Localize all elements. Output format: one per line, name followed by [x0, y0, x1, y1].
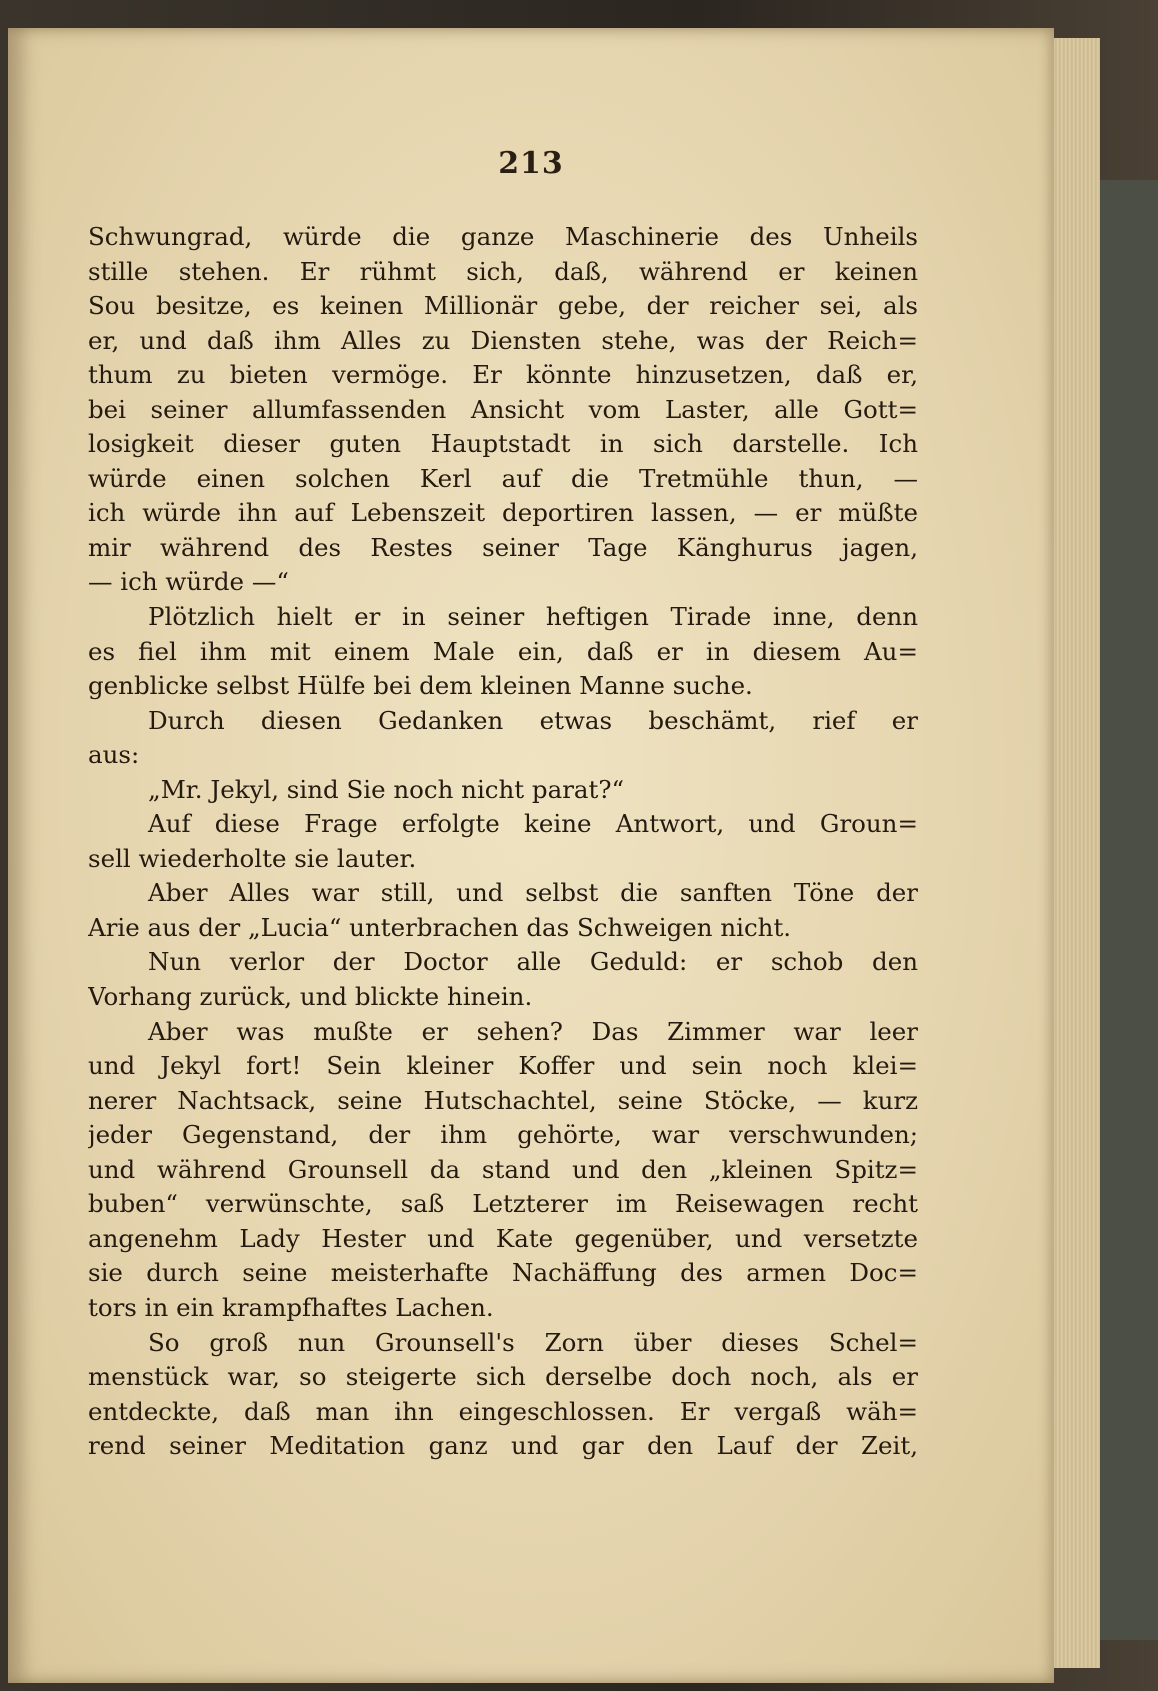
text-line: thum zu bieten vermöge. Er könnte hinzusetzen, daß er,	[88, 360, 918, 390]
text-line: rend seiner Meditation ganz und gar den Lauf der Zeit,	[88, 1431, 918, 1461]
text-line: genblicke selbst Hülfe bei dem kleinen Manne suche.	[88, 671, 753, 701]
text-line: Vorhang zurück, und blickte hinein.	[88, 982, 533, 1012]
text-line: Aber was mußte er sehen? Das Zimmer war leer	[148, 1016, 918, 1046]
text-line: würde einen solchen Kerl auf die Tretmühle thun, —	[88, 463, 918, 493]
text-line: tors in ein krampfhaftes Lachen.	[88, 1292, 494, 1322]
text-line: und während Grounsell da stand und den „kleinen Spitz=	[88, 1154, 918, 1184]
text-line: Plötzlich hielt er in seiner heftigen Tirade inne, denn	[148, 602, 918, 632]
text-line: nerer Nachtsack, seine Hutschachtel, seine Stöcke, — kurz	[88, 1085, 918, 1115]
text-line: Aber Alles war still, und selbst die sanften Töne der	[148, 878, 918, 908]
book-page	[8, 28, 1054, 1683]
text-line: sie durch seine meisterhafte Nachäffung des armen Doc=	[88, 1258, 918, 1288]
text-line: stille stehen. Er rühmt sich, daß, während er keinen	[88, 256, 918, 286]
text-line: entdeckte, daß man ihn eingeschlossen. Er vergaß wäh=	[88, 1396, 918, 1426]
text-line: Auf diese Frage erfolgte keine Antwort, und Groun=	[148, 809, 918, 839]
text-line: So groß nun Grounsell's Zorn über dieses Schel=	[148, 1327, 918, 1357]
text-line: und Jekyl fort! Sein kleiner Koffer und sein noch klei=	[88, 1051, 918, 1081]
text-line: „Mr. Jekyl, sind Sie noch nicht parat?“	[148, 774, 625, 804]
text-line: Nun verlor der Doctor alle Geduld: er schob den	[148, 947, 918, 977]
text-line: es fiel ihm mit einem Male ein, daß er in diesem Au=	[88, 636, 918, 666]
text-line: Schwungrad, würde die ganze Maschinerie des Unheils	[88, 222, 918, 251]
text-line: losigkeit dieser guten Hauptstadt in sich darstelle. Ich	[88, 429, 918, 459]
text-line: buben“ verwünschte, saß Letzterer im Reisewagen recht	[88, 1189, 918, 1219]
text-line: er, und daß ihm Alles zu Diensten stehe, was der Reich=	[88, 325, 918, 355]
text-line: mir während des Restes seiner Tage Känghurus jagen,	[88, 532, 918, 562]
text-line: menstück war, so steigerte sich derselbe doch noch, als er	[88, 1362, 918, 1392]
body-text	[88, 220, 918, 1464]
page-edges	[1053, 38, 1100, 1668]
text-line: sell wiederholte sie lauter.	[88, 843, 417, 873]
page-number: 213	[498, 146, 564, 181]
text-line: ich würde ihn auf Lebenszeit deportiren lassen, — er müßte	[88, 498, 918, 528]
text-line: jeder Gegenstand, der ihm gehörte, war verschwunden;	[88, 1120, 918, 1150]
text-line: aus:	[88, 740, 140, 770]
cover-spine-strip	[1098, 180, 1158, 1640]
text-line: bei seiner allumfassenden Ansicht vom Laster, alle Gott=	[88, 394, 918, 424]
text-line: Arie aus der „Lucia“ unterbrachen das Schweigen nicht.	[88, 912, 792, 942]
text-line: — ich würde —“	[88, 567, 289, 597]
text-line: Durch diesen Gedanken etwas beschämt, rief er	[148, 705, 918, 735]
text-line: angenehm Lady Hester und Kate gegenüber, und versetzte	[88, 1223, 918, 1253]
text-line: Sou besitze, es keinen Millionär gebe, der reicher sei, als	[88, 291, 918, 321]
